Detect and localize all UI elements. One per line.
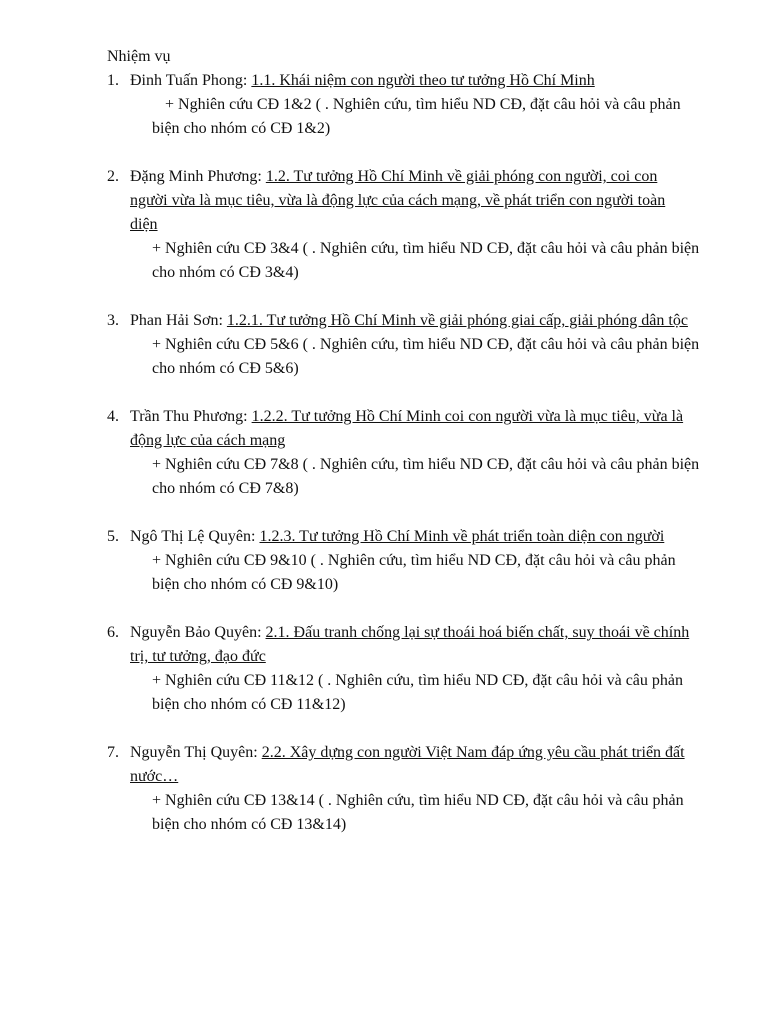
task-subtask: + Nghiên cứu CĐ 13&14 ( . Nghiên cứu, tìm hiểu ND CĐ, đặt câu hỏi và câu phản biện cho nhóm có CĐ 13&14)	[152, 792, 684, 833]
task-title-line	[130, 405, 695, 453]
task-title-line	[130, 69, 695, 93]
task-subtask: + Nghiên cứu CĐ 5&6 ( . Nghiên cứu, tìm hiểu ND CĐ, đặt câu hỏi và câu phản biện cho nhóm có CĐ 5&6)	[152, 336, 700, 377]
task-assignee: Nguyễn Thị Quyên:	[130, 744, 262, 761]
task-number: 1.	[107, 72, 119, 89]
task-topic: 2.1. Đấu tranh chống lại sự thoái hoá biến chất, suy thoái về chính trị, tư tưởng, đạo đức	[130, 624, 690, 665]
task-number: 2.	[107, 168, 119, 185]
task-item-7	[107, 741, 695, 837]
task-title-line	[130, 309, 695, 333]
task-item-2	[107, 165, 700, 285]
task-subtask: + Nghiên cứu CĐ 9&10 ( . Nghiên cứu, tìm hiểu ND CĐ, đặt câu hỏi và câu phản biện cho nhóm có CĐ 9&10)	[152, 552, 676, 593]
task-title-line	[130, 741, 695, 789]
task-topic: 1.2.2. Tư tưởng Hồ Chí Minh coi con người vừa là mục tiêu, vừa là động lực của cách mạng	[130, 408, 684, 449]
task-assignee: Trần Thu Phương:	[130, 408, 252, 425]
task-assignee: Nguyễn Bảo Quyên:	[130, 624, 266, 641]
task-topic: 1.2. Tư tưởng Hồ Chí Minh về giải phóng con người, coi con người vừa là mục tiêu, vừa là động lực của cách mạng, về phát triển con người toàn diện	[130, 168, 666, 233]
task-title-line	[130, 525, 695, 549]
task-assignee: Đinh Tuấn Phong:	[130, 72, 252, 89]
task-topic: 1.2.1. Tư tưởng Hồ Chí Minh về giải phóng giai cấp, giải phóng dân tộc	[226, 312, 688, 329]
task-title-line	[130, 621, 695, 669]
task-list	[107, 69, 708, 837]
task-subtask: + Nghiên cứu CĐ 1&2 ( . Nghiên cứu, tìm hiểu ND CĐ, đặt câu hỏi và câu phản biện cho nhóm có CĐ 1&2)	[152, 96, 681, 137]
task-item-1	[107, 69, 695, 141]
task-item-4	[107, 405, 700, 501]
task-subtask: + Nghiên cứu CĐ 11&12 ( . Nghiên cứu, tìm hiểu ND CĐ, đặt câu hỏi và câu phản biện cho nhóm có CĐ 11&12)	[152, 672, 683, 713]
task-subtask: + Nghiên cứu CĐ 3&4 ( . Nghiên cứu, tìm hiểu ND CĐ, đặt câu hỏi và câu phản biện cho nhóm có CĐ 3&4)	[152, 240, 700, 281]
task-number: 4.	[107, 408, 119, 425]
task-assignee: Phan Hải Sơn:	[130, 312, 227, 329]
task-assignee: Đặng Minh Phương:	[130, 168, 266, 185]
task-number: 7.	[107, 744, 119, 761]
task-topic: 1.2.3. Tư tưởng Hồ Chí Minh về phát triển toàn diện con người	[259, 528, 665, 545]
task-topic: 2.2. Xây dựng con người Việt Nam đáp ứng yêu cầu phát triển đất nước…	[130, 744, 685, 785]
task-number: 5.	[107, 528, 119, 545]
task-number: 6.	[107, 624, 119, 641]
task-item-3	[107, 309, 700, 381]
task-assignee: Ngô Thị Lệ Quyên:	[130, 528, 260, 545]
task-item-6	[107, 621, 695, 717]
task-title-line	[130, 165, 695, 237]
task-number: 3.	[107, 312, 119, 329]
task-subtask: + Nghiên cứu CĐ 7&8 ( . Nghiên cứu, tìm hiểu ND CĐ, đặt câu hỏi và câu phản biện cho nhóm có CĐ 7&8)	[152, 456, 700, 497]
document-heading: Nhiệm vụ	[107, 48, 171, 65]
task-item-5	[107, 525, 695, 597]
task-topic: 1.1. Khái niệm con người theo tư tưởng Hồ Chí Minh	[251, 72, 595, 89]
